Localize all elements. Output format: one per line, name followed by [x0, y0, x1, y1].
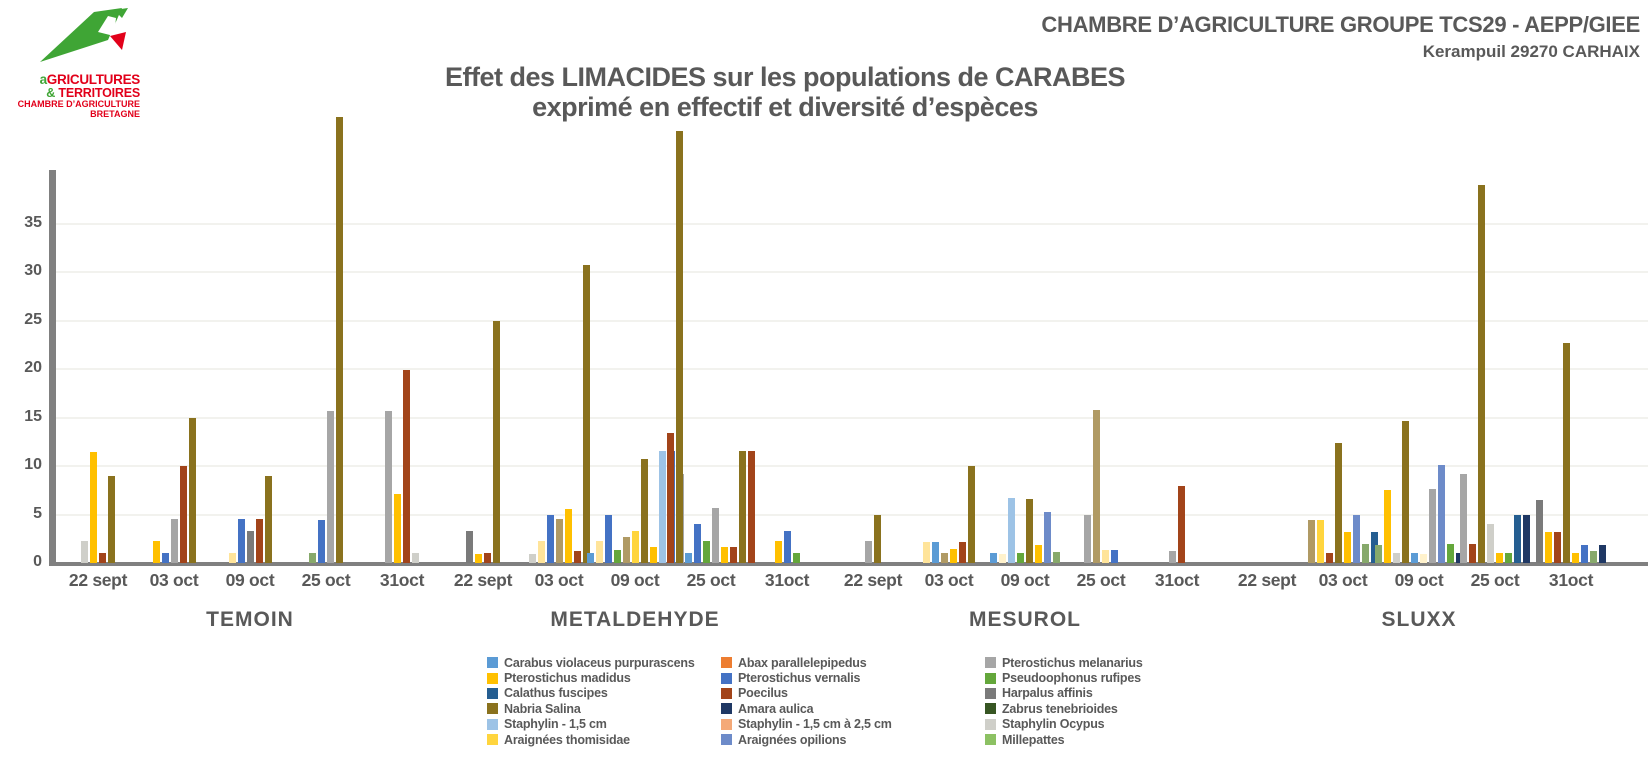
- legend-label: Araignées opilions: [738, 732, 847, 747]
- bar: [1523, 515, 1530, 563]
- bar: [1053, 552, 1060, 563]
- legend-label: Carabus violaceus purpurascens: [504, 655, 695, 670]
- legend-label: Zabrus tenebrioides: [1002, 701, 1118, 716]
- bar: [394, 494, 401, 563]
- bar: [466, 531, 473, 563]
- bar: [1496, 553, 1503, 563]
- bar: [336, 117, 343, 563]
- date-label: 25 oct: [686, 570, 736, 590]
- legend-swatch: [721, 657, 732, 668]
- date-label: 31oct: [764, 570, 810, 590]
- bar: [1026, 499, 1033, 563]
- bar: [712, 508, 719, 563]
- legend-label: Pterostichus melanarius: [1002, 655, 1143, 670]
- bar: [999, 554, 1006, 563]
- bar: [318, 520, 325, 563]
- bar: [1487, 524, 1494, 563]
- bar: [538, 541, 545, 563]
- bar: [1093, 410, 1100, 563]
- legend-swatch: [487, 734, 498, 745]
- bar: [932, 542, 939, 563]
- bar: [923, 542, 930, 563]
- legend-swatch: [985, 703, 996, 714]
- date-label: 22 sept: [1237, 570, 1297, 590]
- logo-text-line1: aGRICULTURES: [39, 72, 140, 87]
- y-tick-label: 20: [24, 359, 42, 376]
- date-label: 09 oct: [1394, 570, 1444, 590]
- bar: [1326, 553, 1333, 563]
- bar: [596, 541, 603, 563]
- bar: [1572, 553, 1579, 563]
- bar: [256, 519, 263, 563]
- bar: [1008, 498, 1015, 563]
- bar: [659, 451, 666, 563]
- bar: [721, 547, 728, 563]
- bar: [1563, 343, 1570, 563]
- chart-title-line1: Effet des LIMACIDES sur les populations de CARABES: [444, 62, 1126, 92]
- gridline: [55, 368, 1648, 370]
- date-label: 03 oct: [149, 570, 199, 590]
- bar: [1384, 490, 1391, 563]
- legend-item: [721, 717, 892, 732]
- chart-title-line2: exprimé en effectif et diversité d’espèces: [532, 92, 1038, 123]
- bar: [1402, 421, 1409, 563]
- date-label: 22 sept: [68, 570, 128, 590]
- bar: [1044, 512, 1051, 563]
- y-tick-label: 30: [24, 262, 42, 279]
- bar: [959, 542, 966, 563]
- bar: [1035, 545, 1042, 563]
- bar: [1599, 545, 1606, 563]
- gridline: [55, 271, 1648, 273]
- legend-swatch: [487, 673, 498, 684]
- bar: [1411, 553, 1418, 563]
- legend-label: Calathus fuscipes: [504, 686, 608, 701]
- bar: [1111, 550, 1118, 563]
- bar: [739, 451, 746, 563]
- logo-text-line2: & TERRITOIRES: [46, 86, 140, 101]
- y-tick-label: 15: [24, 407, 42, 425]
- bar: [667, 433, 674, 563]
- legend-label: Staphylin - 1,5 cm à 2,5 cm: [738, 717, 892, 732]
- legend-item: [487, 686, 608, 701]
- bar: [1460, 474, 1467, 563]
- bar: [327, 411, 334, 563]
- gridline: [55, 465, 1648, 467]
- legend-item: [721, 655, 867, 670]
- date-label: 03 oct: [1318, 570, 1368, 590]
- bar: [968, 466, 975, 563]
- bar: [171, 519, 178, 563]
- bar: [1581, 545, 1588, 563]
- group-label: MESUROL: [969, 608, 1081, 631]
- bar: [1102, 550, 1109, 563]
- date-label: 09 oct: [225, 570, 275, 590]
- bar: [1344, 532, 1351, 563]
- legend-label: Harpalus affinis: [1002, 686, 1093, 701]
- legend-label: Poecilus: [738, 686, 788, 701]
- bar: [493, 321, 500, 564]
- legend-swatch: [487, 719, 498, 730]
- bar: [775, 541, 782, 563]
- bar: [99, 553, 106, 563]
- bar: [793, 553, 800, 563]
- bar: [1420, 554, 1427, 563]
- legend-label: Pterostichus vernalis: [738, 671, 861, 686]
- bar: [1554, 532, 1561, 563]
- bar: [108, 476, 115, 563]
- bar: [874, 515, 881, 564]
- date-label: 09 oct: [1000, 570, 1050, 590]
- gridline: [55, 417, 1648, 419]
- legend-label: Pterostichus madidus: [504, 671, 631, 686]
- bar: [153, 541, 160, 563]
- date-label: 31oct: [1548, 570, 1594, 590]
- bar: [265, 476, 272, 563]
- org-subtitle: Kerampuil 29270 CARHAIX: [1422, 42, 1640, 61]
- bar: [547, 515, 554, 563]
- legend-item: [985, 732, 1064, 747]
- legend-label: Amara aulica: [738, 701, 814, 716]
- gridline: [55, 320, 1648, 322]
- date-label: 25 oct: [301, 570, 351, 590]
- bar: [1375, 545, 1382, 563]
- bar: [1169, 551, 1176, 563]
- bar: [587, 553, 594, 563]
- bar: [189, 418, 196, 564]
- date-label: 09 oct: [610, 570, 660, 590]
- bar: [941, 553, 948, 563]
- legend-item: [985, 686, 1093, 701]
- group-label: METALDEHYDE: [550, 608, 720, 631]
- bar: [1447, 544, 1454, 563]
- y-tick-label: 0: [33, 553, 42, 570]
- bar: [865, 541, 872, 563]
- bar: [1590, 551, 1597, 563]
- bar: [1362, 544, 1369, 563]
- bar: [730, 547, 737, 563]
- date-label: 31oct: [379, 570, 425, 590]
- bar: [484, 553, 491, 563]
- bar: [162, 553, 169, 563]
- legend-item: [487, 732, 630, 747]
- y-tick-label: 25: [24, 310, 42, 328]
- date-label: 25 oct: [1470, 570, 1520, 590]
- bar: [1514, 515, 1521, 563]
- bar: [574, 551, 581, 563]
- bar: [694, 524, 701, 563]
- bar: [1536, 500, 1543, 563]
- legend-item: [721, 732, 846, 747]
- bar: [583, 265, 590, 563]
- date-label: 31oct: [1154, 570, 1200, 590]
- org-title: CHAMBRE D’AGRICULTURE GROUPE TCS29 - AEPP/GIEE: [1041, 12, 1640, 37]
- bar: [1505, 553, 1512, 563]
- bar: [81, 541, 88, 563]
- bar: [641, 459, 648, 563]
- bar: [1478, 185, 1485, 563]
- date-label: 22 sept: [843, 570, 903, 590]
- bar: [529, 554, 536, 563]
- logo-text-line3: CHAMBRE D’AGRICULTURE: [17, 99, 140, 110]
- bar: [676, 131, 683, 563]
- bar: [1017, 553, 1024, 563]
- y-tick-label: 10: [24, 456, 42, 473]
- bar: [238, 519, 245, 563]
- bar: [1317, 520, 1324, 563]
- gridline: [55, 514, 1648, 516]
- bar: [748, 451, 755, 563]
- bar: [1308, 520, 1315, 563]
- legend-swatch: [985, 734, 996, 745]
- bar: [605, 515, 612, 563]
- legend-swatch: [985, 657, 996, 668]
- bar: [475, 554, 482, 563]
- y-tick-label: 5: [33, 504, 42, 522]
- legend-item: [985, 670, 1141, 685]
- bar: [632, 531, 639, 563]
- bar: [556, 519, 563, 563]
- bar: [703, 541, 710, 563]
- bar: [685, 553, 692, 563]
- bar: [247, 531, 254, 563]
- bar: [1438, 465, 1445, 563]
- bar: [784, 531, 791, 563]
- legend-swatch: [721, 688, 732, 699]
- bar: [623, 537, 630, 563]
- legend-item: [985, 655, 1143, 670]
- bar: [1393, 553, 1400, 563]
- bar: [1469, 544, 1476, 563]
- bar: [90, 452, 97, 563]
- legend-label: Nabria Salina: [504, 701, 581, 716]
- legend-swatch: [721, 734, 732, 745]
- legend-item: [487, 701, 581, 716]
- legend-label: Pseudoophonus rufipes: [1002, 671, 1141, 686]
- legend-label: Millepattes: [1002, 732, 1065, 747]
- legend-label: Staphylin Ocypus: [1002, 717, 1105, 732]
- date-label: 25 oct: [1076, 570, 1126, 590]
- date-label: 03 oct: [534, 570, 584, 590]
- legend-item: [487, 670, 631, 685]
- bar: [1545, 532, 1552, 563]
- legend-swatch: [721, 719, 732, 730]
- legend-swatch: [487, 703, 498, 714]
- logo-text-line4: BRETAGNE: [90, 108, 140, 119]
- bar: [1178, 486, 1185, 563]
- group-label: TEMOIN: [206, 608, 294, 631]
- y-tick-label: 35: [24, 213, 42, 231]
- legend-item: [487, 717, 607, 732]
- legend-swatch: [985, 719, 996, 730]
- bar: [1353, 515, 1360, 563]
- legend-swatch: [985, 688, 996, 699]
- bar: [1429, 489, 1436, 563]
- bar: [990, 553, 997, 563]
- bar: [403, 370, 410, 563]
- legend-item: [985, 701, 1118, 716]
- bar: [1084, 515, 1091, 563]
- legend-item: [721, 686, 788, 701]
- bar: [385, 411, 392, 563]
- bar: [614, 550, 621, 563]
- bar: [412, 553, 419, 563]
- legend-swatch: [721, 673, 732, 684]
- date-label: 22 sept: [453, 570, 513, 590]
- y-axis-line: [49, 170, 56, 563]
- date-label: 03 oct: [924, 570, 974, 590]
- legend-item: [721, 670, 860, 685]
- legend-swatch: [721, 703, 732, 714]
- legend-swatch: [985, 673, 996, 684]
- gridline: [55, 223, 1648, 225]
- bar: [1335, 443, 1342, 563]
- bar: [180, 466, 187, 563]
- legend-item: [487, 655, 695, 670]
- bar: [950, 549, 957, 563]
- bar: [309, 553, 316, 563]
- legend-swatch: [487, 657, 498, 668]
- legend-item: [721, 701, 813, 716]
- legend-label: Abax parallelepipedus: [738, 655, 867, 670]
- bar: [565, 509, 572, 563]
- legend-label: Araignées thomisidae: [504, 732, 630, 747]
- group-label: SLUXX: [1381, 608, 1457, 631]
- legend-label: Staphylin - 1,5 cm: [504, 717, 607, 732]
- bar: [650, 547, 657, 563]
- legend-swatch: [487, 688, 498, 699]
- bar: [229, 553, 236, 563]
- legend-item: [985, 717, 1104, 732]
